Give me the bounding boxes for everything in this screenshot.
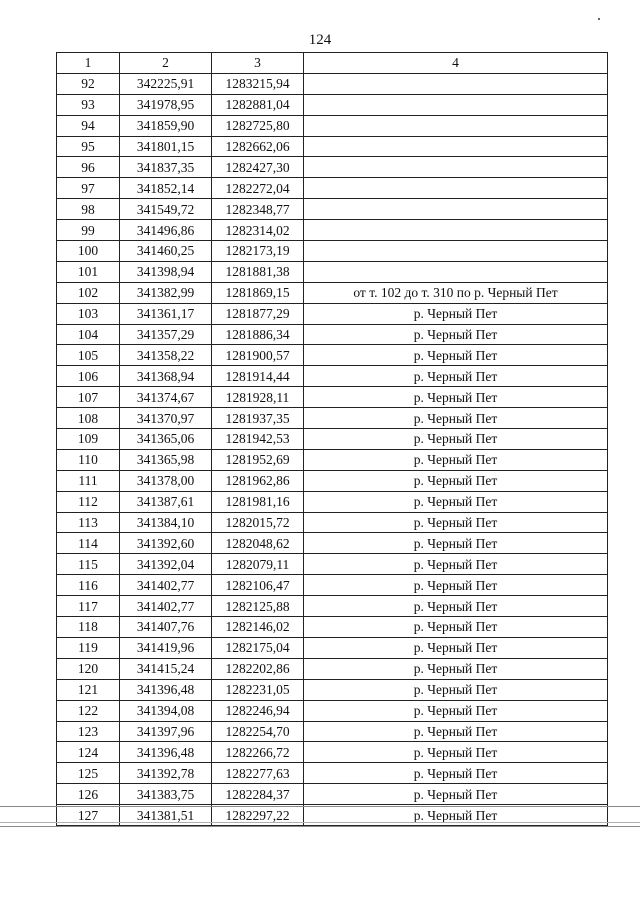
cell-number: 107 — [57, 387, 120, 408]
cell-description: р. Черный Пет — [304, 366, 608, 387]
cell-description: р. Черный Пет — [304, 470, 608, 491]
cell-description — [304, 136, 608, 157]
cell-x: 341374,67 — [120, 387, 212, 408]
cell-y: 1281928,11 — [212, 387, 304, 408]
table-row — [57, 617, 608, 638]
cell-number: 123 — [57, 721, 120, 742]
cell-y: 1282314,02 — [212, 220, 304, 241]
cell-x: 341859,90 — [120, 115, 212, 136]
cell-description: р. Черный Пет — [304, 784, 608, 805]
table-row — [57, 512, 608, 533]
cell-number: 99 — [57, 220, 120, 241]
cell-number: 106 — [57, 366, 120, 387]
cell-y: 1282231,05 — [212, 679, 304, 700]
cell-x: 341397,96 — [120, 721, 212, 742]
cell-number: 94 — [57, 115, 120, 136]
column-header-number: 1 — [57, 53, 120, 74]
cell-number: 121 — [57, 679, 120, 700]
cell-number: 97 — [57, 178, 120, 199]
cell-y: 1282427,30 — [212, 157, 304, 178]
cell-description: р. Черный Пет — [304, 763, 608, 784]
cell-number: 114 — [57, 533, 120, 554]
cell-number: 103 — [57, 303, 120, 324]
cell-description: р. Черный Пет — [304, 679, 608, 700]
table-row — [57, 94, 608, 115]
cell-x: 341460,25 — [120, 241, 212, 262]
cell-description: р. Черный Пет — [304, 554, 608, 575]
cell-description — [304, 157, 608, 178]
cell-description — [304, 73, 608, 94]
cell-y: 1281914,44 — [212, 366, 304, 387]
table-row — [57, 157, 608, 178]
cell-y: 1282284,37 — [212, 784, 304, 805]
cell-y: 1283215,94 — [212, 73, 304, 94]
table-row — [57, 742, 608, 763]
cell-number: 102 — [57, 282, 120, 303]
table-row — [57, 491, 608, 512]
table-row — [57, 324, 608, 345]
cell-x: 341394,08 — [120, 700, 212, 721]
cell-y: 1282202,86 — [212, 658, 304, 679]
cell-number: 119 — [57, 637, 120, 658]
cell-x: 341396,48 — [120, 679, 212, 700]
cell-x: 341978,95 — [120, 94, 212, 115]
cell-x: 341368,94 — [120, 366, 212, 387]
cell-x: 341370,97 — [120, 408, 212, 429]
cell-x: 341378,00 — [120, 470, 212, 491]
page-number: 124 — [308, 32, 332, 48]
cell-y: 1282297,22 — [212, 805, 304, 826]
cell-y: 1282725,80 — [212, 115, 304, 136]
cell-x: 341392,04 — [120, 554, 212, 575]
cell-y: 1282106,47 — [212, 575, 304, 596]
cell-x: 341381,51 — [120, 805, 212, 826]
table-row — [57, 178, 608, 199]
cell-number: 115 — [57, 554, 120, 575]
cell-number: 108 — [57, 408, 120, 429]
table-row — [57, 575, 608, 596]
column-header-x: 2 — [120, 53, 212, 74]
cell-description — [304, 178, 608, 199]
scan-line — [0, 826, 640, 827]
cell-number: 111 — [57, 470, 120, 491]
cell-number: 120 — [57, 658, 120, 679]
cell-y: 1282146,02 — [212, 617, 304, 638]
cell-number: 109 — [57, 429, 120, 450]
cell-description: р. Черный Пет — [304, 700, 608, 721]
cell-y: 1282272,04 — [212, 178, 304, 199]
cell-number: 110 — [57, 449, 120, 470]
cell-description: р. Черный Пет — [304, 491, 608, 512]
cell-description: р. Черный Пет — [304, 324, 608, 345]
table-row — [57, 679, 608, 700]
cell-x: 341387,61 — [120, 491, 212, 512]
cell-x: 341383,75 — [120, 784, 212, 805]
cell-y: 1282881,04 — [212, 94, 304, 115]
table-row — [57, 449, 608, 470]
table-row — [57, 533, 608, 554]
cell-description: р. Черный Пет — [304, 345, 608, 366]
cell-y: 1282079,11 — [212, 554, 304, 575]
cell-y: 1282246,94 — [212, 700, 304, 721]
cell-description — [304, 94, 608, 115]
column-header-description: 4 — [304, 53, 608, 74]
cell-x: 341415,24 — [120, 658, 212, 679]
table-row — [57, 554, 608, 575]
cell-number: 127 — [57, 805, 120, 826]
cell-x: 342225,91 — [120, 73, 212, 94]
cell-number: 95 — [57, 136, 120, 157]
table-row — [57, 596, 608, 617]
cell-description: от т. 102 до т. 310 по р. Черный Пет — [304, 282, 608, 303]
table-row — [57, 658, 608, 679]
cell-y: 1282254,70 — [212, 721, 304, 742]
cell-description: р. Черный Пет — [304, 742, 608, 763]
cell-description: р. Черный Пет — [304, 533, 608, 554]
cell-description: р. Черный Пет — [304, 721, 608, 742]
cell-y: 1282048,62 — [212, 533, 304, 554]
cell-description: р. Черный Пет — [304, 512, 608, 533]
cell-y: 1282348,77 — [212, 199, 304, 220]
table-row — [57, 199, 608, 220]
cell-number: 98 — [57, 199, 120, 220]
cell-number: 117 — [57, 596, 120, 617]
cell-x: 341496,86 — [120, 220, 212, 241]
cell-number: 122 — [57, 700, 120, 721]
cell-description: р. Черный Пет — [304, 596, 608, 617]
cell-y: 1281881,38 — [212, 261, 304, 282]
table-row — [57, 784, 608, 805]
cell-number: 104 — [57, 324, 120, 345]
coordinates-table — [56, 52, 608, 826]
cell-x: 341852,14 — [120, 178, 212, 199]
table-row — [57, 220, 608, 241]
cell-number: 100 — [57, 241, 120, 262]
cell-description: р. Черный Пет — [304, 617, 608, 638]
table-row — [57, 282, 608, 303]
cell-y: 1282175,04 — [212, 637, 304, 658]
cell-description — [304, 261, 608, 282]
cell-y: 1281877,29 — [212, 303, 304, 324]
cell-y: 1281937,35 — [212, 408, 304, 429]
cell-x: 341402,77 — [120, 596, 212, 617]
cell-number: 125 — [57, 763, 120, 784]
table-row — [57, 115, 608, 136]
cell-description — [304, 220, 608, 241]
cell-description: р. Черный Пет — [304, 658, 608, 679]
cell-description — [304, 115, 608, 136]
cell-description: р. Черный Пет — [304, 449, 608, 470]
table-row — [57, 261, 608, 282]
scan-speck — [598, 18, 600, 20]
scan-line — [0, 822, 640, 823]
cell-x: 341801,15 — [120, 136, 212, 157]
cell-number: 112 — [57, 491, 120, 512]
table-row — [57, 763, 608, 784]
cell-description: р. Черный Пет — [304, 408, 608, 429]
table-row — [57, 241, 608, 262]
cell-y: 1281981,16 — [212, 491, 304, 512]
cell-x: 341402,77 — [120, 575, 212, 596]
table-row — [57, 470, 608, 491]
cell-y: 1282015,72 — [212, 512, 304, 533]
cell-x: 341398,94 — [120, 261, 212, 282]
cell-description: р. Черный Пет — [304, 575, 608, 596]
table-row — [57, 345, 608, 366]
table-row — [57, 429, 608, 450]
cell-y: 1282662,06 — [212, 136, 304, 157]
cell-number: 92 — [57, 73, 120, 94]
cell-description: р. Черный Пет — [304, 303, 608, 324]
cell-number: 118 — [57, 617, 120, 638]
cell-description — [304, 241, 608, 262]
cell-y: 1281900,57 — [212, 345, 304, 366]
cell-x: 341392,78 — [120, 763, 212, 784]
table-row — [57, 136, 608, 157]
cell-x: 341357,29 — [120, 324, 212, 345]
cell-x: 341549,72 — [120, 199, 212, 220]
table-body — [57, 73, 608, 825]
cell-number: 101 — [57, 261, 120, 282]
cell-x: 341392,60 — [120, 533, 212, 554]
cell-number: 116 — [57, 575, 120, 596]
column-header-y: 3 — [212, 53, 304, 74]
cell-y: 1281886,34 — [212, 324, 304, 345]
cell-x: 341361,17 — [120, 303, 212, 324]
cell-y: 1281942,53 — [212, 429, 304, 450]
cell-x: 341358,22 — [120, 345, 212, 366]
cell-y: 1282173,19 — [212, 241, 304, 262]
cell-y: 1281869,15 — [212, 282, 304, 303]
cell-y: 1282266,72 — [212, 742, 304, 763]
cell-x: 341382,99 — [120, 282, 212, 303]
table-row — [57, 637, 608, 658]
cell-number: 96 — [57, 157, 120, 178]
cell-x: 341384,10 — [120, 512, 212, 533]
cell-description: р. Черный Пет — [304, 387, 608, 408]
table-row — [57, 366, 608, 387]
table-row — [57, 73, 608, 94]
cell-number: 124 — [57, 742, 120, 763]
cell-description — [304, 199, 608, 220]
cell-x: 341365,98 — [120, 449, 212, 470]
cell-x: 341419,96 — [120, 637, 212, 658]
table-row — [57, 721, 608, 742]
cell-y: 1282125,88 — [212, 596, 304, 617]
cell-number: 93 — [57, 94, 120, 115]
cell-x: 341396,48 — [120, 742, 212, 763]
cell-description: р. Черный Пет — [304, 429, 608, 450]
cell-x: 341407,76 — [120, 617, 212, 638]
cell-number: 126 — [57, 784, 120, 805]
table-row — [57, 303, 608, 324]
table-row — [57, 700, 608, 721]
cell-number: 113 — [57, 512, 120, 533]
scan-line — [0, 806, 640, 807]
cell-description: р. Черный Пет — [304, 637, 608, 658]
cell-number: 105 — [57, 345, 120, 366]
cell-y: 1281962,86 — [212, 470, 304, 491]
cell-y: 1281952,69 — [212, 449, 304, 470]
table-row — [57, 408, 608, 429]
table-row — [57, 387, 608, 408]
cell-x: 341365,06 — [120, 429, 212, 450]
cell-y: 1282277,63 — [212, 763, 304, 784]
table-header-row — [57, 53, 608, 74]
cell-description: р. Черный Пет — [304, 805, 608, 826]
cell-x: 341837,35 — [120, 157, 212, 178]
